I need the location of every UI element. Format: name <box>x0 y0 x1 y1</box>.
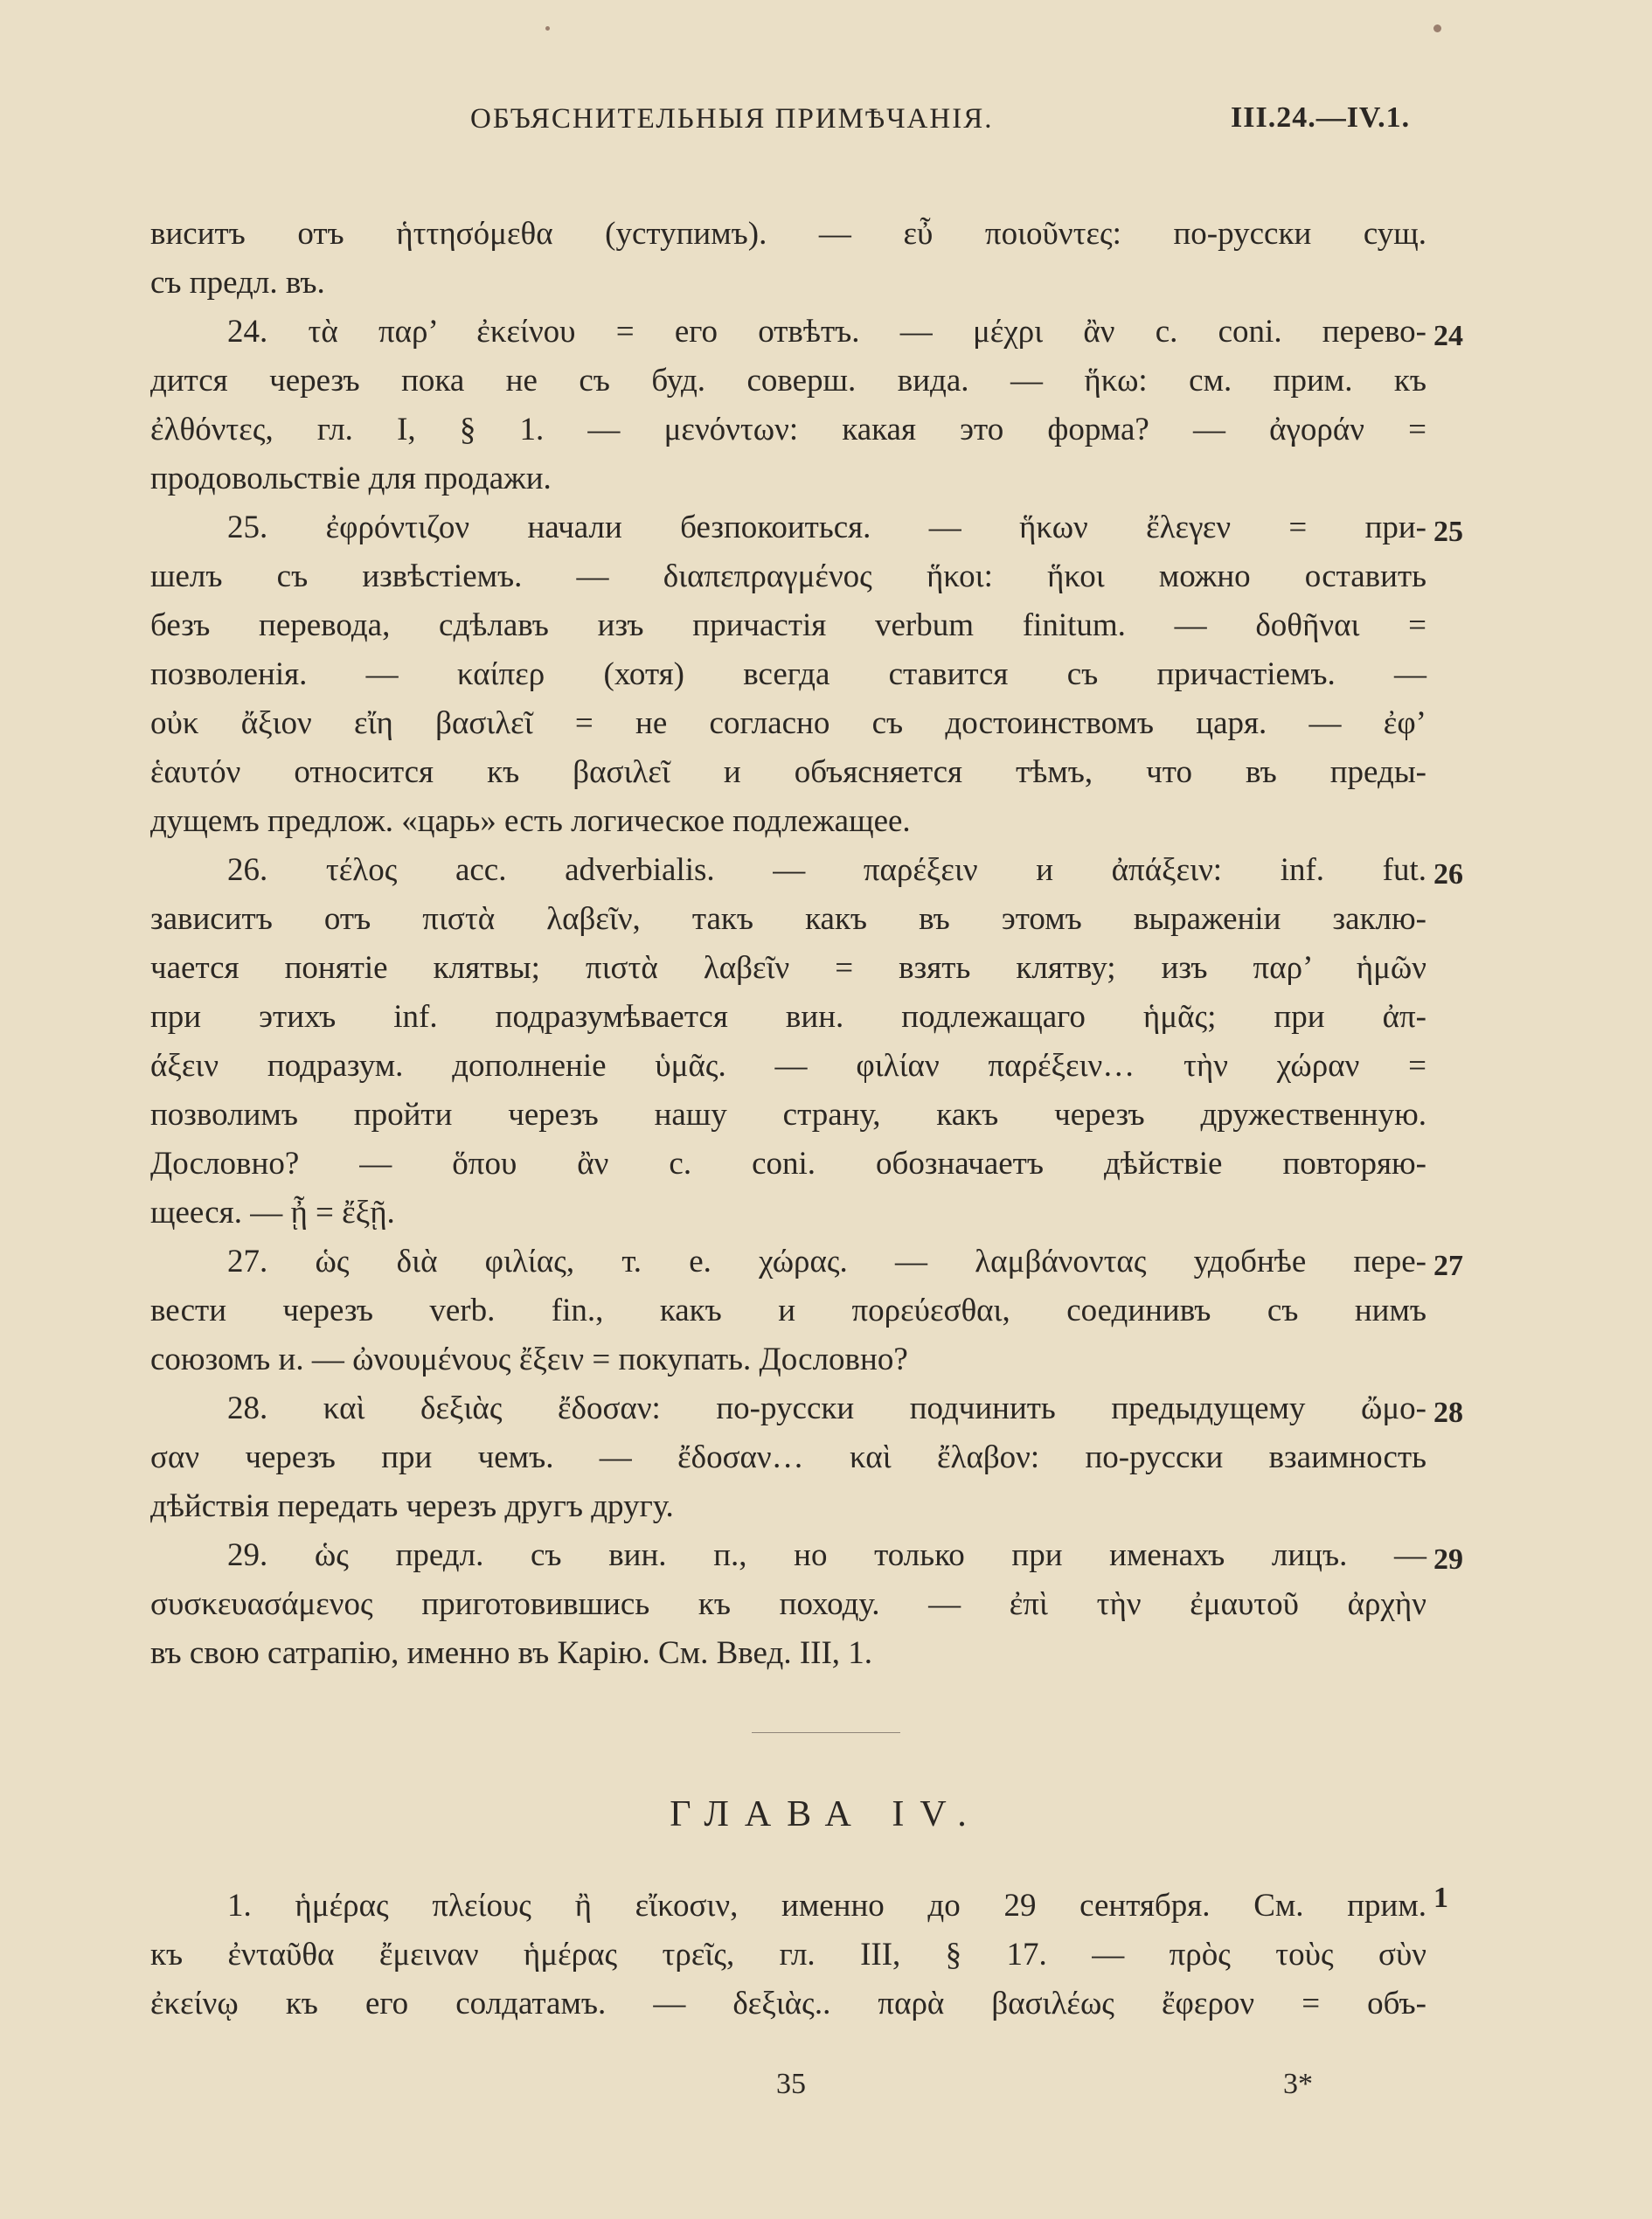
text-line: продовольствіе для продажи. <box>150 461 552 496</box>
text-line: дѣйствія передать черезъ другъ другу. <box>150 1488 674 1524</box>
running-title: ОБЪЯСНИТЕЛЬНЫЯ ПРИМѢЧАНІЯ. <box>470 103 994 135</box>
text-line: 26. τέλος acc. adverbialis. — παρέξειν и ἀπάξειν: inf. fut. <box>227 852 1426 888</box>
text-line: ἐλθόντες, гл. I, § 1. — μενόντων: какая это форма? — ἀγοράν = <box>150 412 1426 447</box>
chapter-heading: ГЛАВА IV. <box>670 1794 982 1834</box>
section-number: 26 <box>1433 858 1463 891</box>
text-line: вести черезъ verb. fin., какъ и πορεύεσθαι, соединивъ съ нимъ <box>150 1293 1426 1328</box>
text-line: Дословно? — ὅπου ἂν c. coni. обозначаетъ дѣйствіе повторяю- <box>150 1146 1426 1182</box>
text-line: ἑαυτόν относится къ βασιλεῖ и объясняется тѣмъ, что въ преды- <box>150 754 1426 790</box>
text-line: позволенія. — καίπερ (хотя) всегда ставится съ причастіемъ. — <box>150 656 1426 692</box>
text-line: при этихъ inf. подразумѣвается вин. подлежащаго ἡμᾶς; при ἀπ- <box>150 999 1426 1035</box>
section-number: 28 <box>1433 1397 1463 1429</box>
section-number: 24 <box>1433 320 1463 352</box>
text-line: άξειν подразум. дополненіе ὑμᾶς. — φιλίαν παρέξειν… τὴν χώραν = <box>150 1048 1426 1084</box>
text-line: къ ἐνταῦθα ἔμειναν ἡμέρας τρεῖς, гл. III, § 17. — πρὸς τοὺς σὺν <box>150 1937 1426 1973</box>
text-line: 29. ὡς предл. съ вин. п., но только при именахъ лицъ. — <box>227 1537 1426 1573</box>
section-number: 27 <box>1433 1250 1463 1282</box>
printer-signature: 3* <box>1283 2068 1313 2100</box>
section-number: 29 <box>1433 1543 1463 1576</box>
text-line: щееся. — ᾖ = ἔξῇ. <box>150 1195 395 1231</box>
text-line: виситъ отъ ἡττησόμεθα (уступимъ). — εὖ ποιοῦντες: по-русски сущ. <box>150 216 1426 252</box>
notes-body <box>150 210 1426 1678</box>
text-line: шелъ съ извѣстіемъ. — διαπεπραγμένος ἥκοι: ἥκοι можно оставить <box>150 558 1426 594</box>
page-number: 35 <box>776 2068 806 2100</box>
text-line: дится черезъ пока не съ буд. соверш. вида. — ἥκω: см. прим. къ <box>150 363 1426 399</box>
text-line: съ предл. въ. <box>150 265 325 301</box>
text-line: συσκευασάμενος приготовившись къ походу. — ἐπὶ τὴν ἐμαυτοῦ ἀρχὴν <box>150 1586 1426 1622</box>
ink-speck <box>545 26 550 31</box>
text-line: 24. τὰ παρ’ ἐκείνου = его отвѣтъ. — μέχρι ἂν c. coni. перево- <box>227 314 1426 350</box>
ink-speck <box>1433 24 1441 32</box>
divider-rule <box>752 1732 900 1733</box>
text-line: союзомъ и. — ὠνουμένους ἔξειν = покупать. Дословно? <box>150 1342 908 1377</box>
chapter-body <box>150 1882 1426 2028</box>
section-reference: III.24.—IV.1. <box>1231 101 1411 134</box>
text-line: безъ перевода, сдѣлавъ изъ причастія verbum finitum. — δοθῆναι = <box>150 607 1426 643</box>
text-line: зависитъ отъ πιστὰ λαβεῖν, такъ какъ въ этомъ выраженіи заклю- <box>150 901 1426 937</box>
section-number: 25 <box>1433 516 1463 548</box>
text-line: 28. καὶ δεξιὰς ἔδοσαν: по-русски подчинить предыдущему ὤμο- <box>227 1390 1426 1426</box>
text-line: ἐκείνῳ къ его солдатамъ. — δεξιὰς.. παρὰ βασιλέως ἔφερον = объ- <box>150 1986 1426 2021</box>
text-line: 25. ἐφρόντιζον начали безпокоиться. — ἥκων ἔλεγεν = при- <box>227 510 1426 545</box>
text-line: чается понятіе клятвы; πιστὰ λαβεῖν = взять клятву; изъ παρ’ ἡμῶν <box>150 950 1426 986</box>
text-line: позволимъ пройти черезъ нашу страну, какъ черезъ дружественную. <box>150 1097 1426 1133</box>
text-line: 27. ὡς διὰ φιλίας, т. е. χώρας. — λαμβάνοντας удобнѣе пере- <box>227 1244 1426 1279</box>
text-line: 1. ἡμέρας πλείους ἢ εἴκοσιν, именно до 29 сентября. См. прим. <box>227 1888 1426 1924</box>
text-line: σαν черезъ при чемъ. — ἔδοσαν… καὶ ἔλαβον: по-русски взаимность <box>150 1439 1426 1475</box>
text-line: дущемъ предлож. «царь» есть логическое подлежащее. <box>150 803 911 839</box>
text-line: въ свою сатрапію, именно въ Карію. См. Введ. III, 1. <box>150 1635 873 1671</box>
text-line: οὐκ ἄξιον εἴη βασιλεῖ = не согласно съ достоинствомъ царя. — ἐφ’ <box>150 705 1426 741</box>
section-number: 1 <box>1433 1882 1448 1914</box>
